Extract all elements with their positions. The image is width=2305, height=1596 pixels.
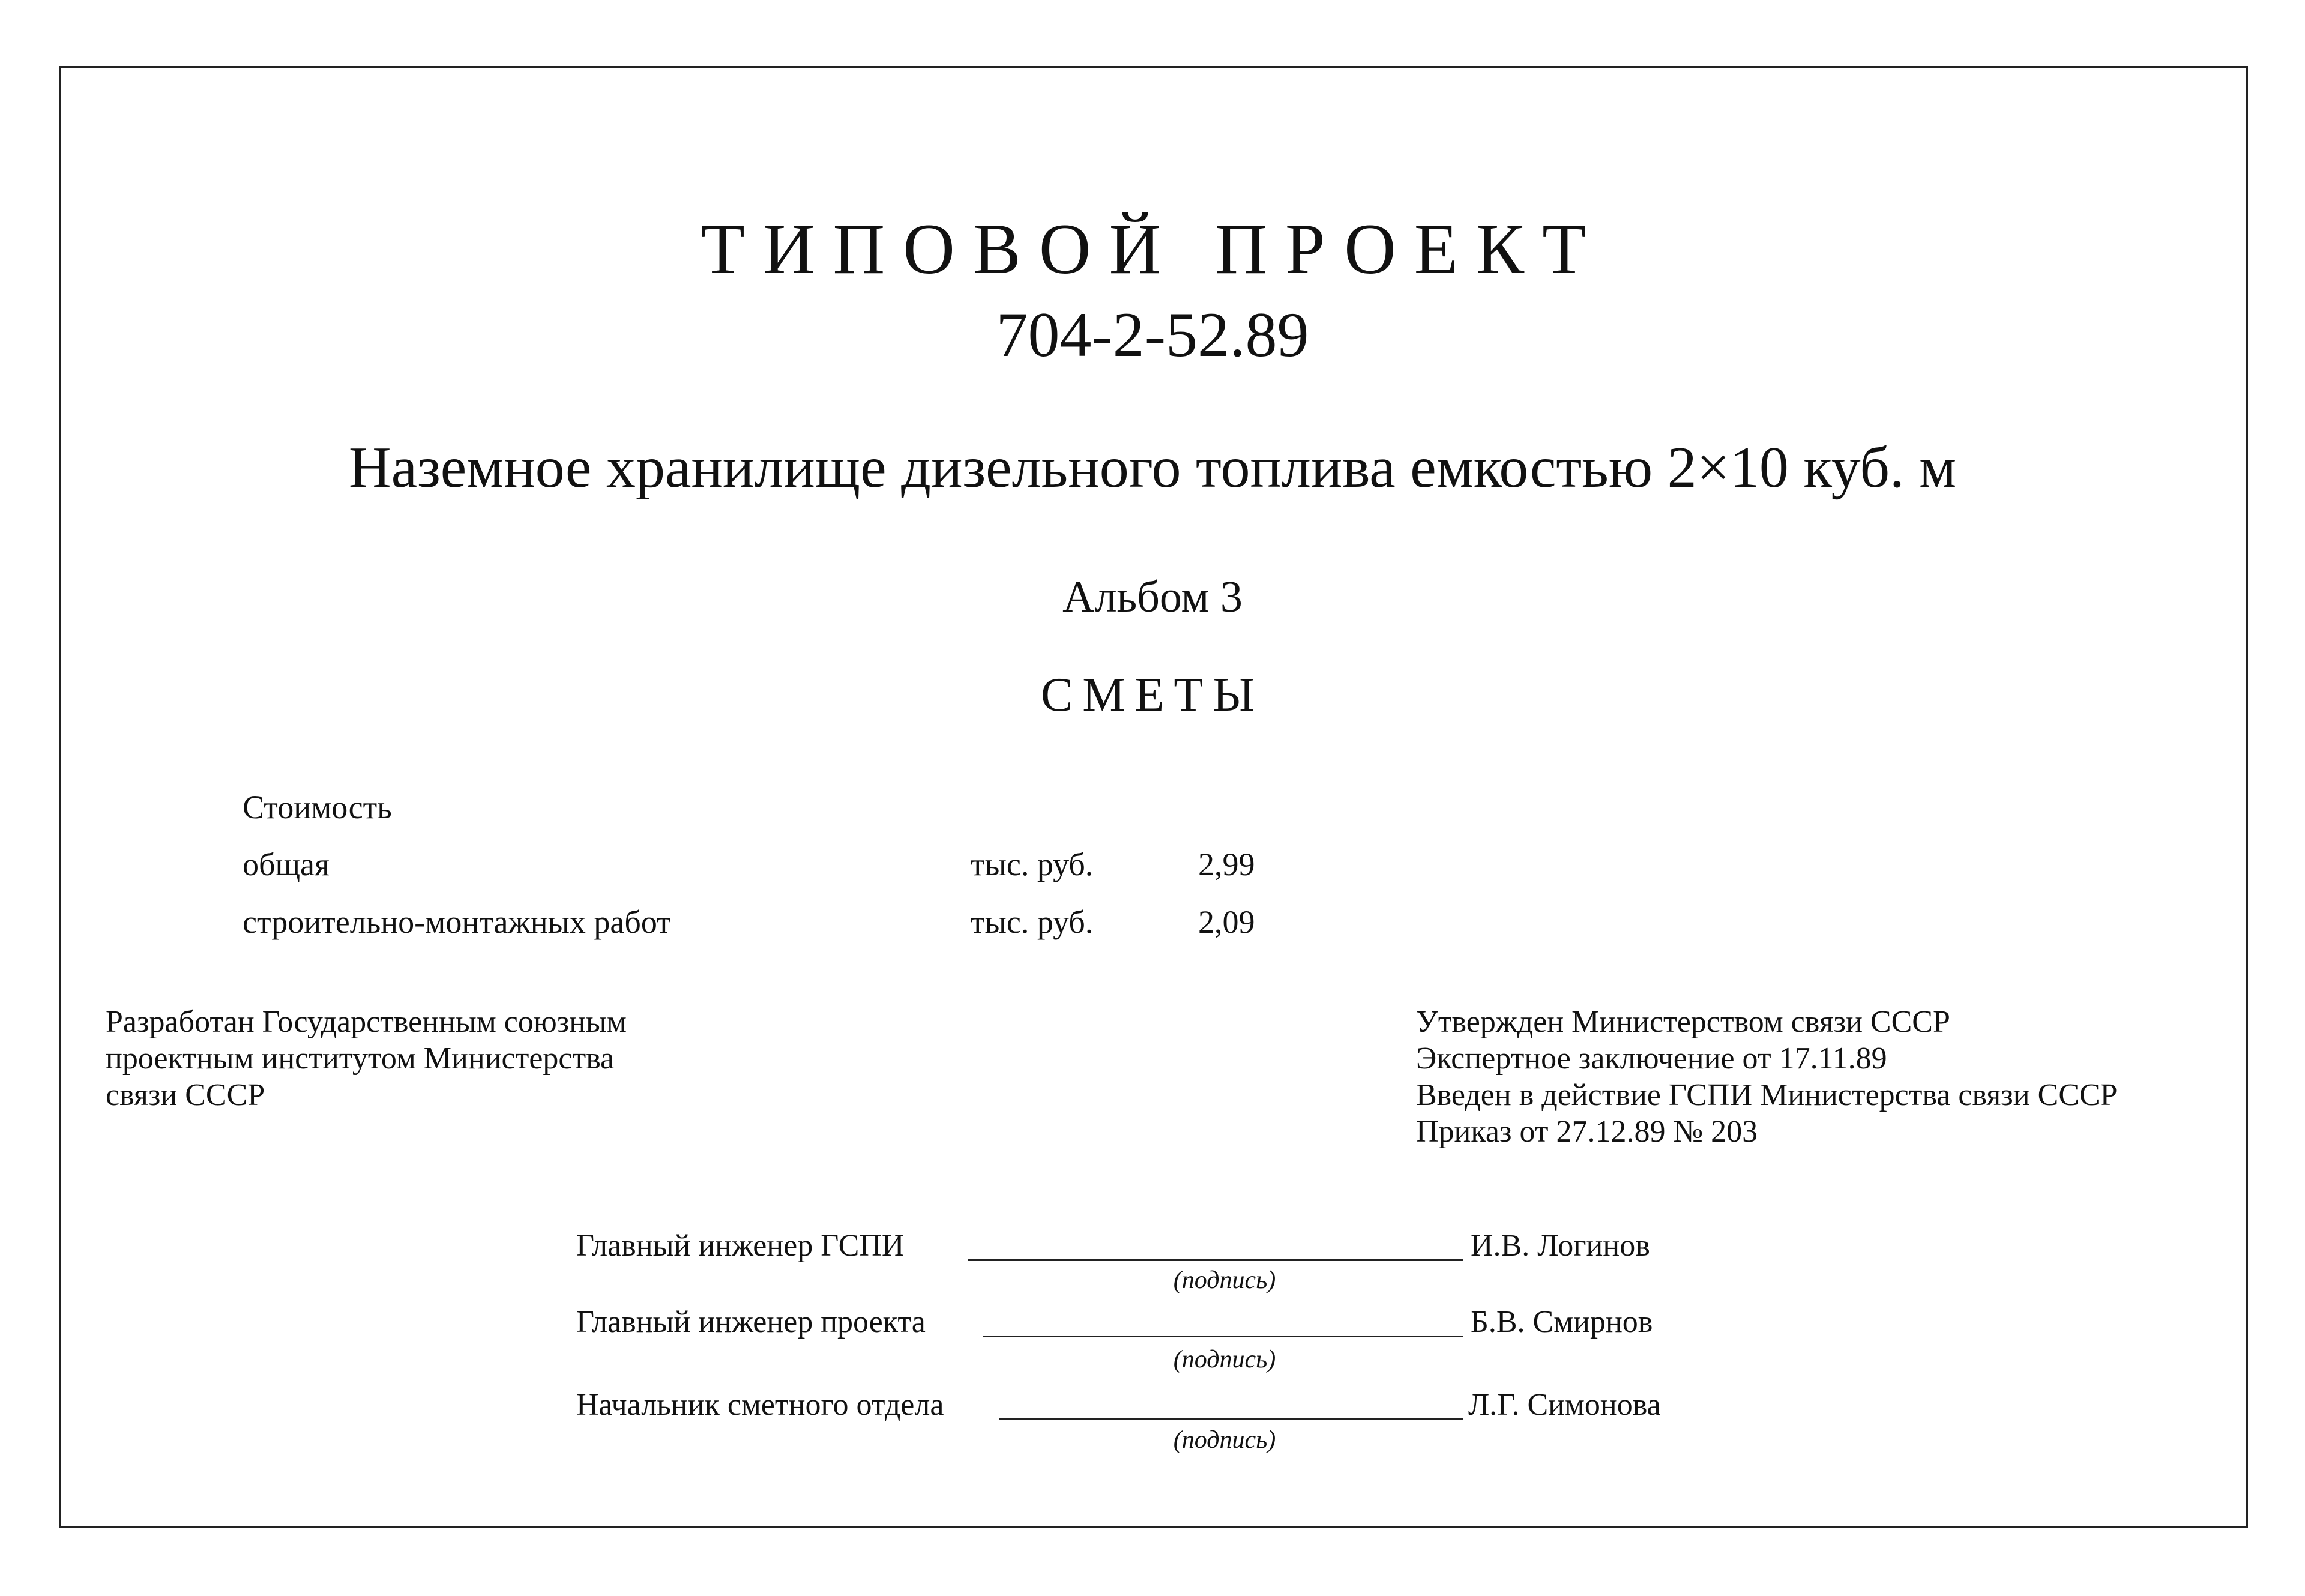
cost-label-construction: строительно-монтажных работ xyxy=(243,904,671,940)
approval-line: Приказ от 27.12.89 № 203 xyxy=(1416,1115,1758,1149)
signature-hint: (подпись) xyxy=(1173,1426,1276,1454)
signature-name: И.В. Логинов xyxy=(1471,1229,1650,1263)
signature-role: Начальник сметного отдела xyxy=(576,1388,944,1422)
cost-heading: Стоимость xyxy=(243,789,392,825)
section-title: СМЕТЫ xyxy=(1041,669,1264,721)
signature-name: Л.Г. Симонова xyxy=(1468,1388,1661,1422)
signature-hint: (подпись) xyxy=(1173,1266,1276,1294)
approval-line: Введен в действие ГСПИ Министерства связи СССР xyxy=(1416,1078,2118,1112)
developer-block xyxy=(106,1004,627,1113)
approval-block xyxy=(1416,1004,2118,1150)
album-label: Альбом 3 xyxy=(1062,573,1243,622)
project-number: 704-2-52.89 xyxy=(996,300,1309,370)
approval-line: Экспертное заключение от 17.11.89 xyxy=(1416,1041,1887,1076)
developer-line: Разработан Государственным союзным xyxy=(106,1005,627,1039)
signature-role: Главный инженер ГСПИ xyxy=(576,1229,905,1263)
signature-line xyxy=(999,1418,1463,1420)
cost-label-total: общая xyxy=(243,846,330,882)
signature-role: Главный инженер проекта xyxy=(576,1305,926,1339)
signature-line xyxy=(983,1336,1463,1337)
signature-line xyxy=(968,1259,1463,1261)
approval-line: Утвержден Министерством связи СССР xyxy=(1416,1005,1950,1039)
project-subject: Наземное хранилище дизельного топлива емкостью 2×10 куб. м xyxy=(348,435,1957,500)
cost-value-total: 2,99 xyxy=(1198,846,1255,882)
cost-value-construction: 2,09 xyxy=(1198,904,1255,940)
signature-name: Б.В. Смирнов xyxy=(1471,1305,1653,1339)
signature-hint: (подпись) xyxy=(1173,1346,1276,1373)
developer-line: проектным институтом Министерства xyxy=(106,1041,615,1076)
cost-unit-total: тыс. руб. xyxy=(971,846,1094,882)
cost-unit-construction: тыс. руб. xyxy=(971,904,1094,940)
developer-line: связи СССР xyxy=(106,1078,265,1112)
document-title: ТИПОВОЙ ПРОЕКТ xyxy=(701,209,1604,289)
